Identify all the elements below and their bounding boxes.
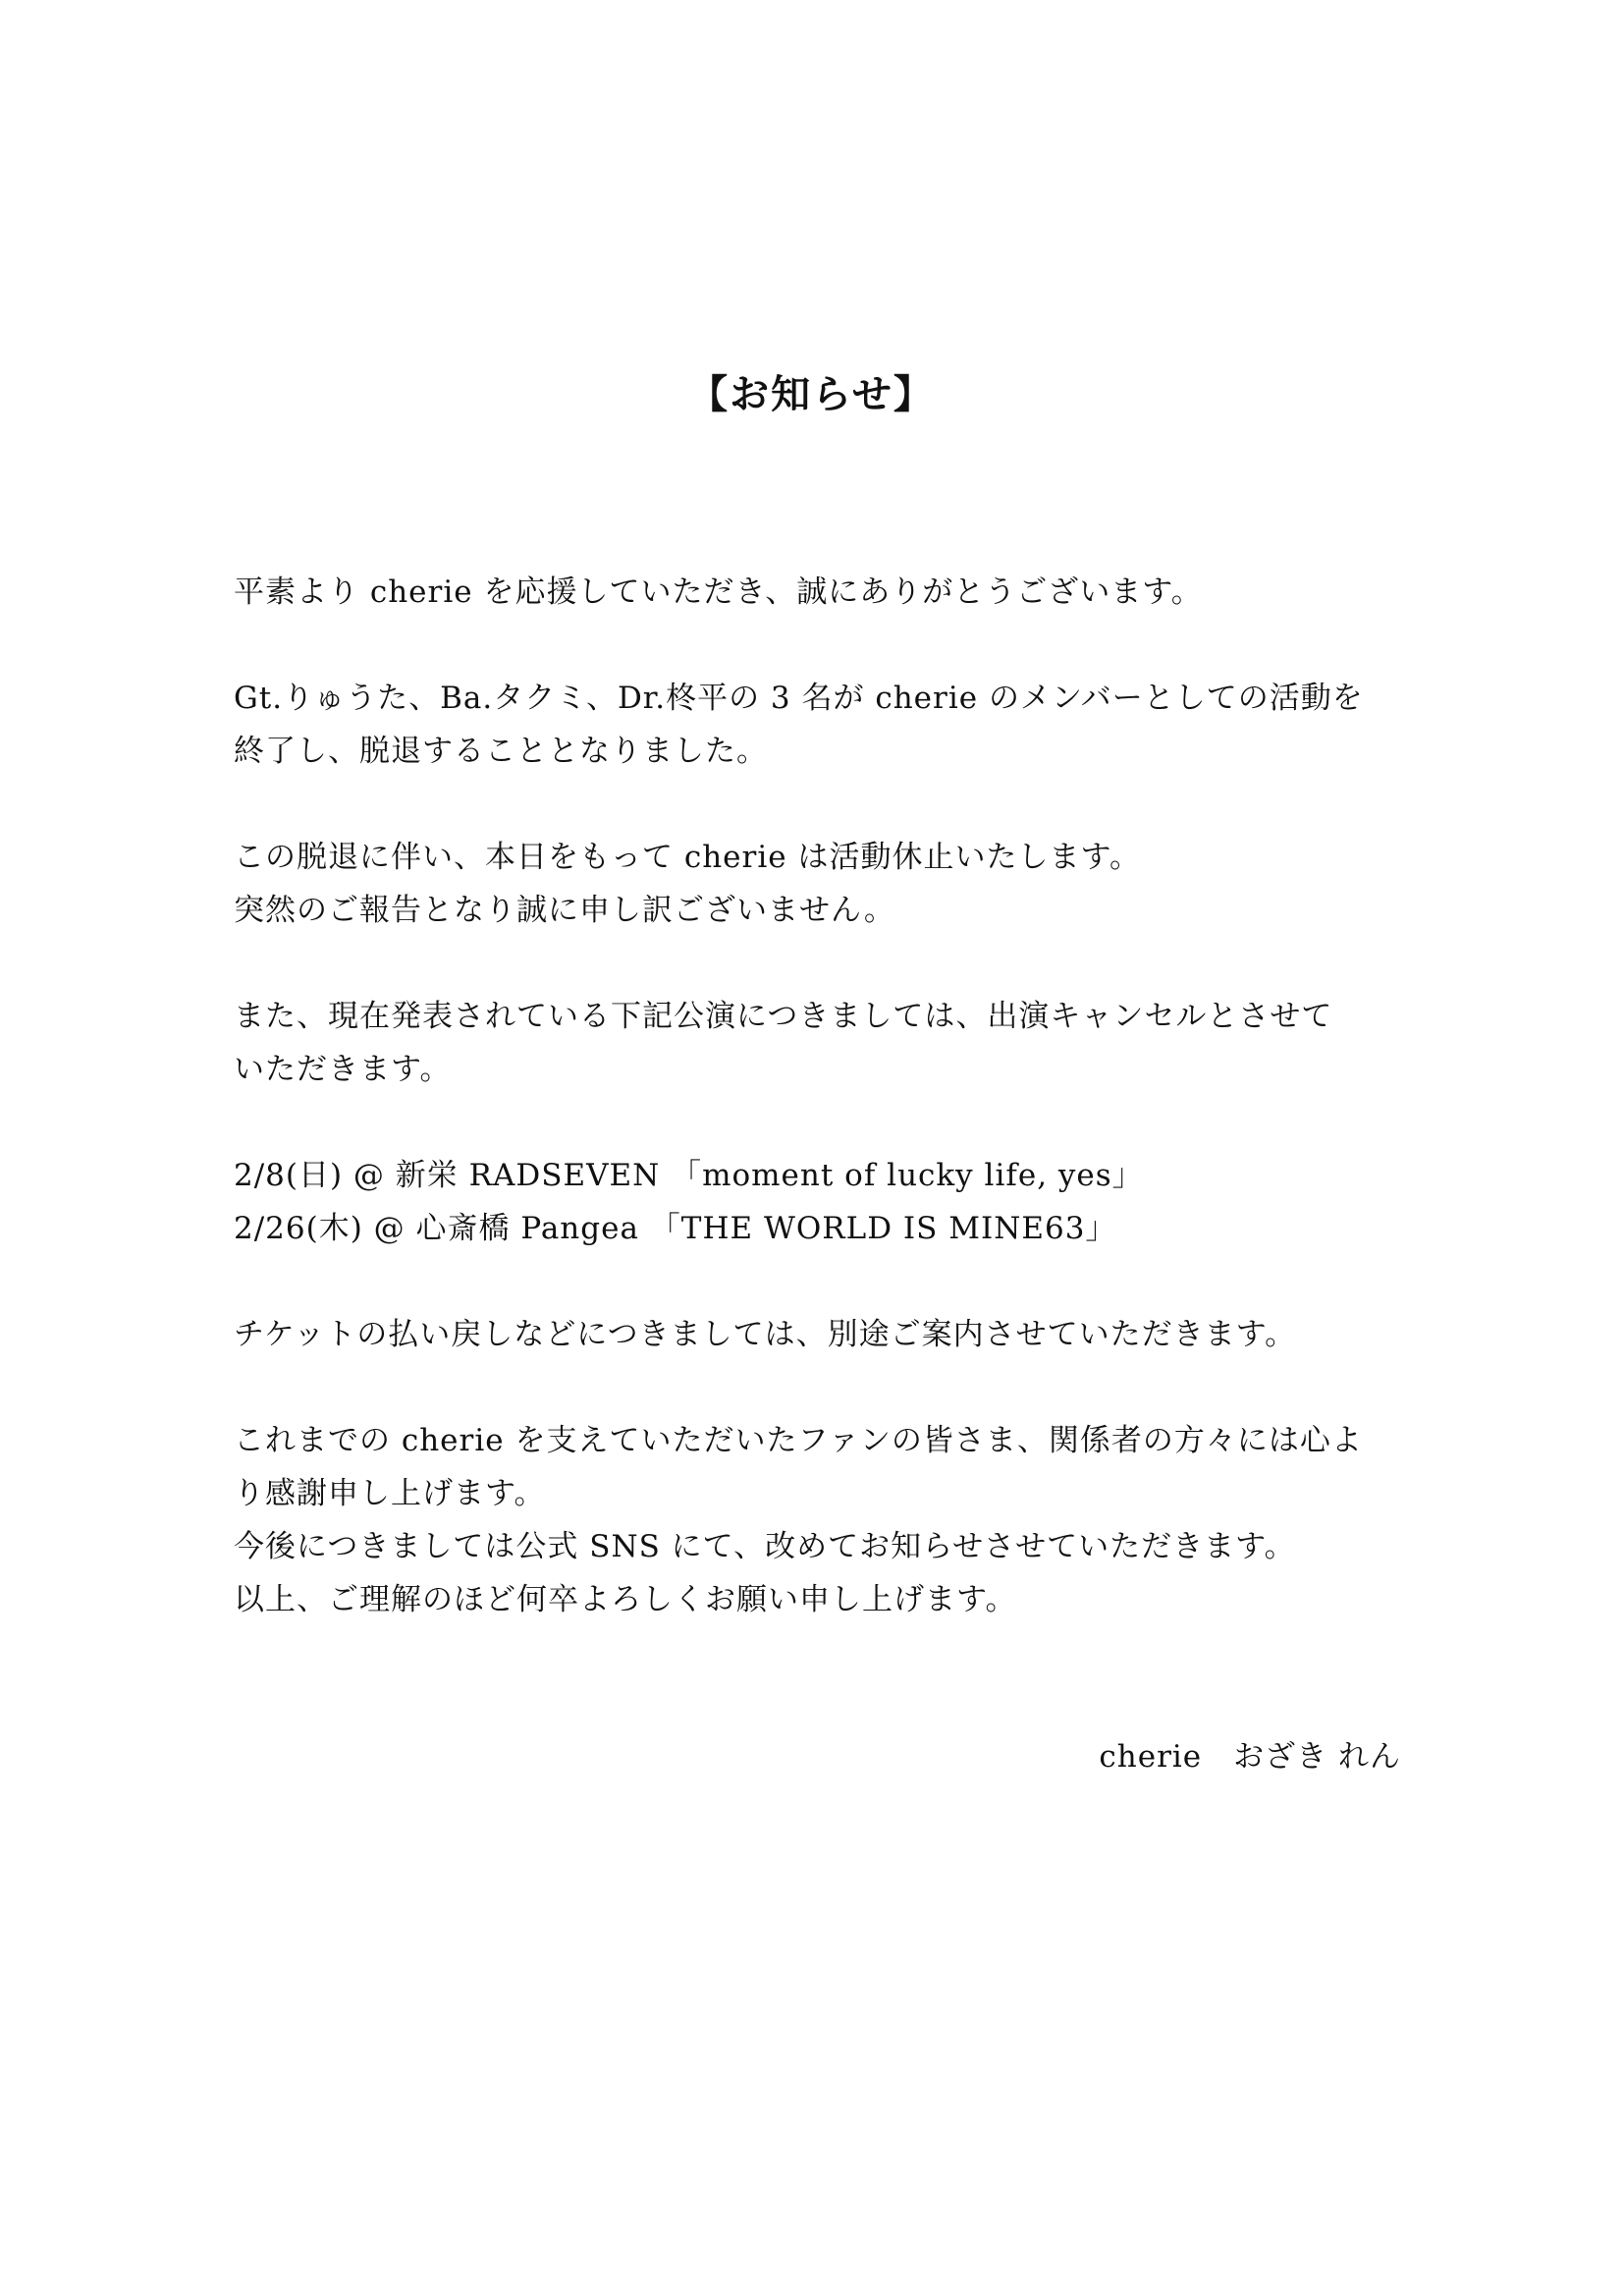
refund-paragraph: [234, 1308, 1412, 1361]
member-departure-line-2: 終了し、脱退することとなりました。: [234, 734, 768, 769]
notice-body: [234, 566, 1412, 1626]
closing-line-2: り感謝申し上げます。: [234, 1476, 546, 1511]
closing-line-4: 以上、ご理解のほど何卒よろしくお願い申し上げます。: [234, 1582, 1017, 1617]
notice-title: 【お知らせ】: [688, 371, 935, 417]
cancellation-line-1: また、現在発表されている下記公演につきましては、出演キャンセルとさせて: [234, 999, 1333, 1034]
hiatus-line-2: 突然のご報告となり誠に申し訳ございません。: [234, 893, 895, 928]
cancellation-line-2: いただきます。: [234, 1052, 452, 1087]
cancellation-paragraph: [234, 990, 1412, 1096]
member-departure-line-1: Gt.りゅうた、Ba.タクミ、Dr.柊平の 3 名が cherie のメンバーとしての活動を: [234, 681, 1364, 716]
closing-paragraph: [234, 1414, 1412, 1626]
greeting-line: 平素より cherie を応援していただき、誠にありがとうございます。: [234, 574, 1203, 610]
signature: cherie おざき れん: [1099, 1739, 1401, 1775]
greeting-paragraph: [234, 566, 1412, 619]
hiatus-paragraph: [234, 831, 1412, 937]
refund-line: チケットの払い戻しなどにつきましては、別途ご案内させていただきます。: [234, 1317, 1297, 1352]
closing-line-3: 今後につきましては公式 SNS にて、改めてお知らせさせていただきます。: [234, 1529, 1296, 1564]
cancelled-shows-list: [234, 1149, 1412, 1255]
cancelled-show-1: 2/8(日) @ 新栄 RADSEVEN 「moment of lucky life, yes」: [234, 1158, 1144, 1193]
hiatus-line-1: この脱退に伴い、本日をもって cherie は活動休止いたします。: [234, 840, 1141, 875]
cancelled-show-2: 2/26(木) @ 心斎橋 Pangea 「THE WORLD IS MINE63」: [234, 1211, 1117, 1246]
closing-line-1: これまでの cherie を支えていただいたファンの皆さま、関係者の方々には心よ: [234, 1423, 1363, 1458]
member-departure-paragraph: [234, 672, 1412, 778]
